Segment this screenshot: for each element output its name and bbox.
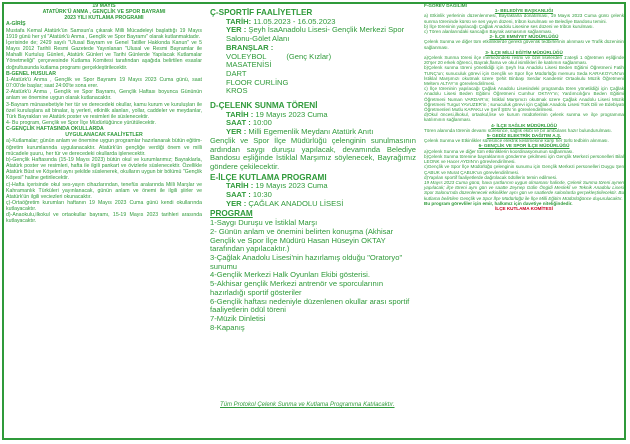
duty-3-c: c) İlçe töreninin yapılacağı Çağlak Anadolu Lisesindeki programda tören yönetildiği için Çağlak Anadolu Lisesi Beden Eğitimi Öğretmeni Cumhur OKTAY'ın; Yardımcılığını Beden Eğitimi Öğretmeni Numan VARDAR'ın; İstiklal Marşımızı okutmak üzere Çağlak Anadolu Lisesi Müzik Öğretmeni Turgut YAVUZER'in ; sunuculuk görevi için Çağlak Anadolu Lisesi Türk Dili ve Edebiyatı Öğretmenleri Mutlu KAPAKLI ve Şerif ŞEN 'in görevlendirilmesi. (424, 86, 624, 113)
program-item-3: 3-Çağlak Anadolu Lisesi'nin hazırlamış olduğu "Oratoryo" sunumu (210, 252, 403, 271)
brans-item: MASATENİSİ (226, 60, 272, 70)
program-item-4: 4-Gençlik Merkezi Halk Oyunları Ekibi gösterisi. (210, 270, 370, 280)
weather-note: 19 Mayıs 2023 Cuma günü, hava şartlarının uygun olmaması halinde, Çelenk Sunma töreni aynen yapılacak; ilçe töreni aynı gün ve saatte Zeynep Gülin Öngidi Meslekî ve Teknik Anadolu Lisesi Spor Salonu'nda düzenlenecek etkinlikler aynı gün ve saatlerde salonlarda gerçekleştirilecektir. Bu kutlama belirtilen Gençlik ve Spor İlçe Müdürlüğü ile İlçe Milli Eğitim Müdürlüğünce duyurulacaktır. (424, 179, 624, 201)
genel-item-1: 1-Atatürk'ü Anma , Gençlik ve Spor Bayramı 19 Mayıs 2023 Cuma günü, saat 07:00'de başlar; saat 24:00'te sona erer. (6, 76, 202, 90)
hafta-item-b: b)-Gençlik Haftasında (15-19 Mayıs 2023) bütün okul ve kurumlarımız; Bayraklarla, Atatürk poster ve resimleri, hafta ile ilgili pankart ve övizlerle süslenecektir. Özellikle Atatürk Büst ve Köşeleri aynı şekilde süslenerek, okulların uygun bir bölümü "Gençlik Köşesi" haline getirilecektir. (6, 156, 202, 182)
hafta-item-c: c)-Hafta içerisinde okul ses-yayın cihazlarından, tenefüs aralarında Milli Marşlar ve Kahramanlık Türküleri yayınlanacak, günün anlam ve önemi ile ilgili şiirler ve Atatürk'ün ilgili veciezleri okunacaktır. (6, 181, 202, 200)
closing-statement: Bu program görevliler için emir, halkımız için davetiye niteliğindedir. (424, 200, 573, 206)
duty-1-b: b) İlçe töreninin yapılacağı Çağlak Anadolu Lisesine ses düzeni ve tribün kurulması. (424, 23, 594, 29)
protocol-footnote: Tüm Protokol Çelenk Sunma ve Kutlama Programına Katılacaktır. (220, 402, 395, 408)
celenk-saat-value: 10:00 (252, 118, 272, 128)
program-heading: PROGRAM (210, 209, 253, 219)
ilce-saat-label: SAAT : (226, 190, 251, 200)
celenk-tarih-value: 19 Mayıs 2023 Cuma (255, 109, 328, 119)
duty-5-heading: 5- GEDİZ ELEKTRİK DAĞITIM A.Ş. (486, 133, 562, 139)
brans-item: FLOOR CURLİNG (226, 77, 289, 87)
duty-5-a: Çelenk Sunma ve Etkinlikler süresince elektrik kesilmesine karşı her türlü tedbirin alınması. (424, 138, 609, 144)
giris-paragraph-2: İçerisinde de; 2429 sayılı "Ulusal Bayram ve Genel Tatiller Hakkında Kanun" ve 5 Mayıs 2012 Tarihli Resmi Gazetede Yayınlanan "Ulusal ve Resmi Bayramlar ile Mahalli Kurtuluş Günleri, Atatürk Günleri ve Tarihi Günlerde Yapılacak Kutlamalar Yönetmeliği" çerçevesinde Kutlama Komitesi tarafından aşağıda belirtilen esaslar doğrultusunda kutlama programı gerçekleştirilecektir. (6, 39, 202, 71)
ilce-heading: E-İLÇE KUTLAMA PROGRAMI (210, 172, 327, 182)
duty-1-a: a) Etkinlik yerlerinin düzenlenmesi, Bayraklarla donatılması, 19 Mayıs 2023 Cuma günü çelenk sunma töreninde kürsü ve ses yayın düzeni, tribün kurulması ve Belediye Bandosu temini. (424, 13, 624, 24)
hafta-item-c2: ç)-Ortaöğretim kurumları haftanın 19 Mayıs 2023 Cuma günü kendi okullarında kutlayacaktır. (6, 200, 202, 213)
column-middle (210, 3, 416, 332)
ilce-yer-value: ÇAĞLAK ANADOLU LİSESİ (248, 198, 344, 208)
title-line-1: 19 MAYIS (92, 3, 116, 9)
ilce-tarih-label: TARİH : (226, 181, 254, 191)
ilce-saat-value: 10:30 (252, 190, 272, 200)
program-item-8: 8-Kapanış (210, 322, 245, 332)
program-item-1: 1-Saygı Duruşu ve İstiklal Marşı (210, 218, 318, 228)
duty-6-a: a)Çelenk Sunma ve diğer tüm etkinliklerin koordinasyonunun sağlanması. (424, 148, 574, 154)
duty-3-a: a)Çelenk Sunma töreni ilçe merkezindeki resmi ve özel liselerden 1'ateşli 1 öğretmen eşliğinde 20'şer 20 erkek öğrenci, Bayrak,flama ve okul isimlikleri ile katılımın sağlanması. (424, 55, 624, 66)
voleybol-note: (Genç Kızlar) (286, 51, 332, 61)
giris-paragraph-1: Mustafa Kemal Atatürk'ün Samsun'a çıkarak Milli Mücadeleyi başlattığı 19 Mayıs 1919 günü her yıl "Atatürk'ü Anma , Gençlik ve Spor Bayramı" olarak kutlanmaktadır. (6, 27, 202, 40)
gorev-heading: F-GÖREV DAĞILIMI (424, 3, 467, 8)
section-hafta-heading-2: UYGULANACAK FAALİYETLER (65, 132, 143, 139)
duty-3-heading: 3- İLÇE MİLLİ EĞİTİM MÜDÜRLÜĞÜ (485, 49, 563, 55)
genel-item-3: 3-Bayram münasebetiyle her tür ve derecedeki okullar, kamu kurum ve kuruluşları ile özel kuruluşlara ait binalar, iş yerleri, etkinlik alanları, yollar, caddeler ve meydanlar, Türk Bayrakları ve Atatürk poster ve resimleri ile süslenecektir. (6, 101, 202, 120)
title-line-2: ATATÜRK'Ü ANMA , GENÇLİK VE SPOR BAYRAMI (42, 9, 166, 16)
duty-6-heading: 6- GENÇLİK VE SPOR İLÇE MÜDÜRLÜĞÜ (478, 143, 570, 149)
ilce-tarih-value: 19 Mayıs 2023 Cuma (255, 181, 328, 191)
duty-3-d: d)Okul öncesi,ilkokul, ortaokul,lise ve kurum müdürlerinin çelenk sunma ve ilçe programına katılımının sağlanması. (424, 112, 624, 123)
duty-4-heading: 4- İLÇE SAĞLIK MÜDÜRLÜĞÜ (491, 122, 557, 128)
celenk-tarih-label: TARİH : (226, 109, 254, 119)
celenk-yer-label: YER : (226, 127, 247, 137)
duty-1-heading: 1- BELEDİYE BAŞKANLIĞI (494, 8, 554, 14)
committee-signature: İLÇE KUTLAMA KOMİTESİ (495, 205, 553, 211)
celenk-saat-label: SAAT : (226, 118, 251, 128)
hafta-item-d: d)-Anaokulu,ilkokul ve ortaokullar bayramı, 15-19 Mayıs 2023 tarihleri arasında kutlayacaktır. (6, 212, 202, 225)
sportif-heading: Ç-SPORTİF FAALİYETLER (210, 8, 313, 17)
sportif-tarih-value: 11.05.2023 - 16.05.2023 (253, 16, 336, 26)
program-item-7: 7-Müzik Dinletisi (210, 313, 266, 323)
brans-item: KROS (226, 86, 248, 96)
genel-item-4: 4- Bu program, Gençlik ve Spor İlçe Müdürlüğünce yürütülecektir. (6, 119, 156, 126)
duty-6-b: b)Çelenk Sunma törenine bayraklarının gönderme çekilmesi için Gençlik Merkezi personelleri Bilal LEONK ve Hacer AYDIN'ın görevlendirilmesi. (424, 153, 624, 165)
duty-1-c: c) Tören alanlarındaki sancağın Bayrak asmasının sağlanması. (424, 29, 553, 35)
branslar-heading: BRANŞLAR : (226, 42, 274, 52)
hafta-item-a: a)-Kutlamalar; günün anlam ve önemine uygun programlar hazırlanarak bütün eğitim-öğretim kurumlarında uygulanacaktır. Atatürk'ün gençliğe verdiği önem ve milli mücadele şuuru, her tür ve derecedeki okullarda işlenecektir. (6, 138, 202, 157)
sportif-tarih-label: TARİH: (226, 16, 252, 26)
program-item-6: 6-Gençlik haftası nedeniyle düzenlenen okullar arası sportif faaliyetlerin ödül töreni (210, 296, 410, 315)
brans-item: DART (226, 68, 247, 78)
title-line-3: 2023 YILI KUTLAMA PROGRAMI (64, 15, 144, 22)
program-item-5: 5-Akhisar gençlik Merkezi antrenör ve sporcularının hazırladığı sportif gösteriler (210, 279, 384, 297)
sportif-yer-value: Şeyh İsaAnadolu Lisesi- Gençlik Merkezi Spor Salonu-Gölet Alanı (226, 25, 405, 44)
duty-2-heading: 2- İLÇE EMNİYET MÜDÜRLÜĞÜ (489, 34, 559, 40)
sportif-yer-label: YER : (226, 25, 247, 35)
celenk-heading: D-ÇELENK SUNMA TÖRENİ (210, 101, 318, 111)
section-hafta-heading-1: C-GENÇLİK HAFTASINDA OKULLARDA (6, 126, 104, 133)
ilce-yer-label: YER : (226, 198, 247, 208)
section-genel-heading: B-GENEL HUSULAR (6, 70, 57, 77)
celenk-paragraph: Gençlik ve Spor İlçe Müdürlüğü çelenginin sunulmasının ardından saygı duruşu yapılacak, devamında Belediye Bandosu eşliğinde İstiklal Marşımız söylenecek, Bayrağımız göndere çekilecektir. (210, 135, 416, 171)
duty-2-a: Çelenk Sunma ve diğer tüm etkinliklerde gerekli güvenlik tedbirlerinin alınması ve Trafik düzeninin sağlanması. (424, 39, 624, 50)
brans-item: VOLEYBOL (226, 51, 267, 61)
duty-3-b: b)Çelenk sunma töreni yönetildiği için Şeyh İsa Anadolu Lisesi Beden Eğitimi Öğretmeni Fatih TUNÇ'un; sunuculuk görevi için Gençlik ve Spor İlçe Müdürlüğü memuru Seda KARAKOYUN'un İstiklal Marşımızı okutmak üzere Şehit Binbaşı Serdar Kandemir Ortaokulu Müzik Öğretmeni Meltem ALTAY'ın görevlendirilmesi. (424, 65, 624, 87)
duty-4-a: Tören alanında törenin devamı süresince, sağlık ekibi ve bir ambulans hazır bulundurulması. (424, 127, 612, 133)
section-giris-heading: A-GİRİŞ (6, 21, 26, 28)
program-item-2: 2- Günün anlam ve önemini belirten konuşma (Akhisar Gençlik ve Spor İlçe Müdürü Hasan Hüseyin OKTAY tarafından yapılacaktır.) (210, 226, 394, 254)
column-left (6, 3, 202, 225)
column-right (424, 3, 624, 211)
celenk-yer-value: Milli Egemenlik Meydanı Atatürk Anıtı (248, 127, 374, 137)
duty-6-c: c)Gençlik ve Spor İlçe Müdürlüğü çelenginin sunumu için Gençlik Merkezi personelleri Duygu Şen ÇABUK ve Murat ÇABUK'un görevlendirilmesi. (424, 164, 624, 175)
genel-item-2: 2-Atatürk'ü Anma , Gençlik ve Spor Bayramı, Gençlik Haftası boyunca Gününün anlam ve önemine uygun olarak kutlanacaktır. (6, 89, 202, 102)
duty-6-d: d)Yapılan sportif faaliyetlerde dağıtılacak ödüllerin temin edilmesi. (424, 174, 558, 180)
